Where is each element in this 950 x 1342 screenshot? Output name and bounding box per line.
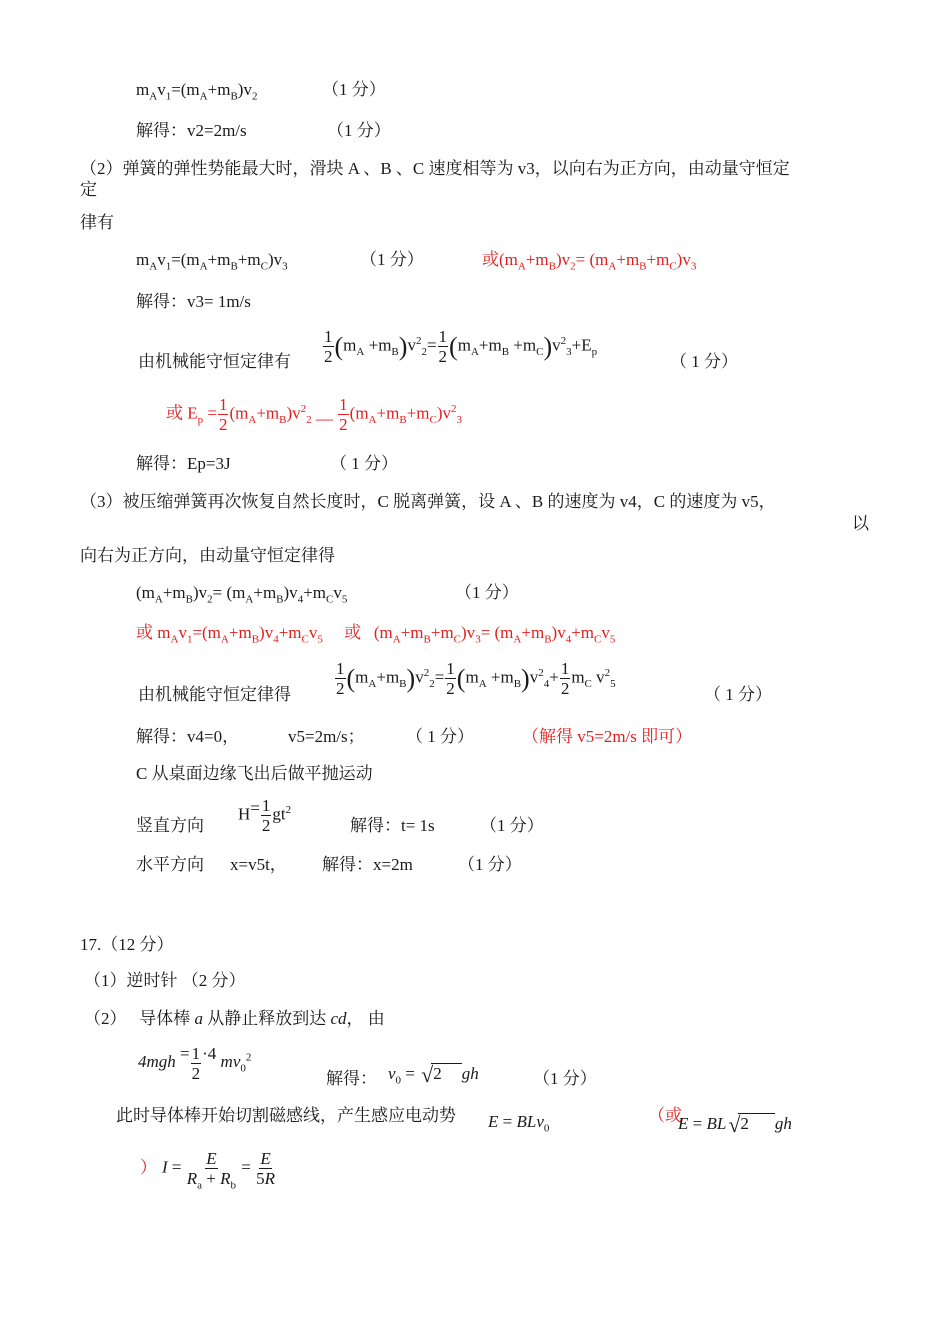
alt-equation-3: 或 $m_Av_1=(m_A+m_B)v_4+m_Cv_5$ 或 $(m_A+m_B+m_C)v_3= (m_A+m_B)v_4+m_Cv_5$ <box>136 623 616 646</box>
result-t: 解得：t= 1s <box>350 816 435 835</box>
score-label: （1 分） <box>533 1069 597 1088</box>
energy-equation-17: 4mgh = $\frac{1}{2}$ ·4 $mv_0^2$ <box>138 1043 252 1083</box>
q3-intro-line2: 向右为正方向，由动量守恒定律得 <box>80 546 335 565</box>
alt-emf-equation: E = BL√2 gh <box>678 1112 792 1137</box>
q2-intro-cont: 定 <box>80 180 97 199</box>
energy-label: 由机械能守恒定律得 <box>138 685 291 704</box>
energy-equation-3: $\frac{1}{2}$ $(m_A+m_B)v^2_2=$ $\frac{1}{2}$ $(m_A +m_B)v^2_4+$ $\frac{1}{2}$ $m_C$ $v^2_5$ <box>336 659 616 698</box>
emf-text: 此时导体棒开始切割磁感线，产生感应电动势 <box>116 1106 456 1125</box>
momentum-equation-2: $m_Av_1=(m_A+m_B+m_C)v_3$ <box>136 250 288 273</box>
current-equation: I = $\frac{E}{R_a + R_b}$ = $\frac{E}{5R}$ <box>162 1149 276 1192</box>
alt-open: （或 <box>648 1106 682 1125</box>
energy-label: 由机械能守恒定律有 <box>138 352 291 371</box>
result-note: （解得 v5=2m/s 即可） <box>522 727 693 746</box>
score-label: （1 分） <box>455 583 519 602</box>
score-label: （1 分） <box>480 816 544 835</box>
score-label: （ 1 分） <box>670 352 738 371</box>
q17-header: 17.（12 分） <box>80 935 174 954</box>
alt-energy-equation-2: 或 $E_p$ = $\frac{1}{2}$ $(m_A+m_B)v^2_2$ __ $\frac{1}{2}$ $(m_A+m_B+m_C)v^2_3$ <box>166 395 462 434</box>
q3-intro-cont: 以 <box>852 514 869 533</box>
horizontal-label: 水平方向 <box>136 855 204 874</box>
alt-close: ） <box>140 1158 157 1177</box>
energy-equation-2: $\frac{1}{2}$ $(m_A +m_B)v^2_2=$ $\frac{1}{2}$ $(m_A+m_B +m_C)v^2_3+E_p$ <box>324 327 598 366</box>
score-label: （ 1 分） <box>406 727 474 746</box>
q2-intro-line2: 律有 <box>80 213 114 232</box>
score-label: （ 1 分） <box>330 454 398 473</box>
score-label: （ 1 分） <box>704 685 772 704</box>
q3-intro: （3）被压缩弹簧再次恢复自然长度时，C 脱离弹簧，设 A 、B 的速度为 v4，C 的速度为 v5， <box>80 492 776 511</box>
result-v4: 解得：v4=0， <box>136 727 240 746</box>
score-label: （1 分） <box>322 80 386 99</box>
horizontal-equation: x=v5t， <box>230 855 287 874</box>
score-label: （1 分） <box>458 855 522 874</box>
momentum-equation-3: $(m_A+m_B)v_2= (m_A+m_B)v_4+m_Cv_5$ <box>136 583 348 606</box>
q17-part2-intro: （2） 导体棒 a 从静止释放到达 cd， 由 <box>84 1009 385 1028</box>
q2-intro: （2）弹簧的弹性势能最大时，滑块 A 、B 、C 速度相等为 v3，以向右为正方向，由动量守恒定 <box>80 159 790 178</box>
vertical-label: 竖直方向 <box>136 816 204 835</box>
solve-label: 解得： <box>326 1069 377 1088</box>
result-v3: 解得：v3= 1m/s <box>136 292 251 311</box>
result-ep: 解得：Ep=3J <box>136 454 231 473</box>
result-v2: 解得：v2=2m/s <box>136 121 247 140</box>
score-label: （1 分） <box>360 250 424 269</box>
emf-equation: E = BLv$_0$ <box>488 1112 550 1135</box>
score-label: （1 分） <box>327 121 391 140</box>
result-v5: v5=2m/s； <box>288 727 365 746</box>
projectile-intro: C 从桌面边缘飞出后做平抛运动 <box>136 764 373 783</box>
q17-part1: （1）逆时针 （2 分） <box>84 971 246 990</box>
alt-equation-2: 或$(m_A+m_B)v_2= (m_A+m_B+m_C)v_3$ <box>482 250 697 273</box>
momentum-equation-1: $m_Av_1=(m_A+m_B)v_2$ <box>136 80 258 103</box>
v0-equation: $v_0 = √2$ gh <box>388 1062 479 1087</box>
vertical-equation: H= $\frac{1}{2}$ $gt^2$ <box>238 796 292 835</box>
result-x: 解得：x=2m <box>322 855 413 874</box>
